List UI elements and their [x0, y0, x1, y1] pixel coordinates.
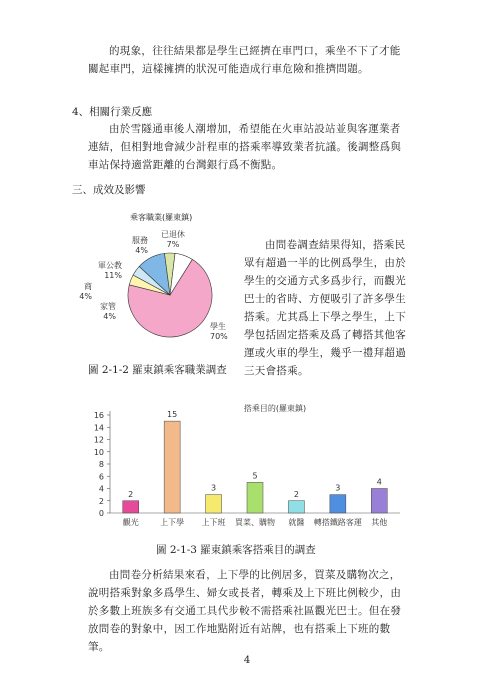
bar-value-label: 2	[128, 489, 134, 499]
bar-1	[164, 421, 180, 513]
bar-chart-title: 搭乘目的(羅東鎮)	[243, 404, 307, 413]
figure-side-text: 由問卷調查結果得知，搭乘民眾有超過一半的比例爲學生，由於學生的交通方式多爲步行，而觀光巴士的省時、方便吸引了許多學生搭乘。尤其爲上下學之學生，上下學包括固定搭乘及爲了轉搭其他客運或火車的學生，幾乎一禮拜超過三天會搭乘。	[244, 239, 406, 377]
bar-value-label: 5	[252, 471, 258, 481]
page-number: 4	[243, 655, 251, 666]
bar-2	[206, 495, 222, 513]
pie-label-5: 已退休	[161, 230, 185, 239]
bar-5	[330, 495, 346, 513]
bar-value-label: 2	[293, 489, 299, 499]
bar-0	[123, 501, 139, 513]
y-tick-label: 8	[98, 460, 104, 469]
bar-value-label: 4	[376, 477, 382, 487]
figure-213-caption: 圖 2-1-3 羅東鎮乘客搭乘目的調查	[156, 544, 316, 556]
bar-3	[247, 482, 263, 513]
pie-label-3: 軍公教	[98, 261, 122, 270]
y-tick-label: 16	[93, 411, 104, 420]
section3-heading: 三、成效及影響	[72, 184, 146, 196]
y-tick-label: 4	[98, 484, 104, 494]
pie-label-2: 商	[84, 282, 92, 291]
x-category-label: 就醫	[288, 518, 305, 527]
x-category-label: 買菜、購物	[235, 518, 275, 527]
pie-percent-4: 4%	[135, 246, 148, 255]
pie-percent-1: 4%	[103, 312, 116, 321]
intro-paragraph: 的現象，往往結果都是學生已經擠在車門口，乘坐不下了才能關起車門，這樣擁擠的狀況可能造成行車危險和推擠問題。	[88, 45, 401, 75]
bar-value-label: 3	[335, 483, 341, 493]
y-tick-label: 2	[98, 496, 104, 506]
purpose-bar-chart	[80, 395, 410, 535]
section4-paragraph: 由於雪隧通車後人潮增加，希望能在火車站設站並與客運業者連結，但相對地會減少計程車的搭乘率導致業者抗議。後調整爲與車站保持適當距離的台灣銀行爲不衡點。	[88, 123, 402, 171]
bar-value-label: 15	[167, 410, 178, 420]
y-tick-label: 10	[93, 447, 104, 457]
x-category-label: 上下學	[160, 518, 185, 527]
section4-heading: 4、相關行業反應	[72, 106, 153, 118]
y-tick-label: 6	[98, 472, 104, 482]
figure-212-caption: 圖 2-1-2 羅東鎮乘客職業調查	[88, 364, 227, 376]
pie-percent-0: 70%	[210, 332, 228, 341]
pie-chart-title: 乘客職業(羅東鎮)	[130, 213, 193, 222]
y-tick-label: 12	[93, 435, 104, 445]
closing-paragraph: 由問卷分析結果來看，上下學的比例居多，買菜及購物次之，說明搭乘對象多爲學生、婦女或長者，轉乘及上下班比例較少，由於多數上班族多有交通工具代步較不需搭乘社區觀光巴士。但在發放問卷的對象中，因工作地點附近有站牌，也有搭乘上下班的數筆。	[88, 569, 402, 653]
pie-percent-2: 4%	[79, 292, 92, 301]
occupation-pie-chart	[70, 225, 245, 360]
bar-value-label: 3	[211, 483, 217, 493]
bar-6	[371, 489, 387, 514]
pie-percent-5: 7%	[166, 240, 180, 249]
pie-label-0: 學生	[210, 322, 226, 331]
y-tick-label: 0	[98, 509, 104, 518]
x-category-label: 上下班	[201, 518, 226, 527]
pie-percent-3: 11%	[104, 271, 122, 280]
bar-4	[288, 501, 304, 513]
x-category-label: 其他	[371, 518, 388, 527]
x-category-label: 觀光	[122, 518, 139, 527]
x-category-label: 轉搭鐵路客運	[313, 518, 362, 527]
y-tick-label: 14	[93, 423, 104, 433]
pie-label-4: 服務	[132, 236, 148, 245]
pie-label-1: 家管	[100, 302, 116, 311]
